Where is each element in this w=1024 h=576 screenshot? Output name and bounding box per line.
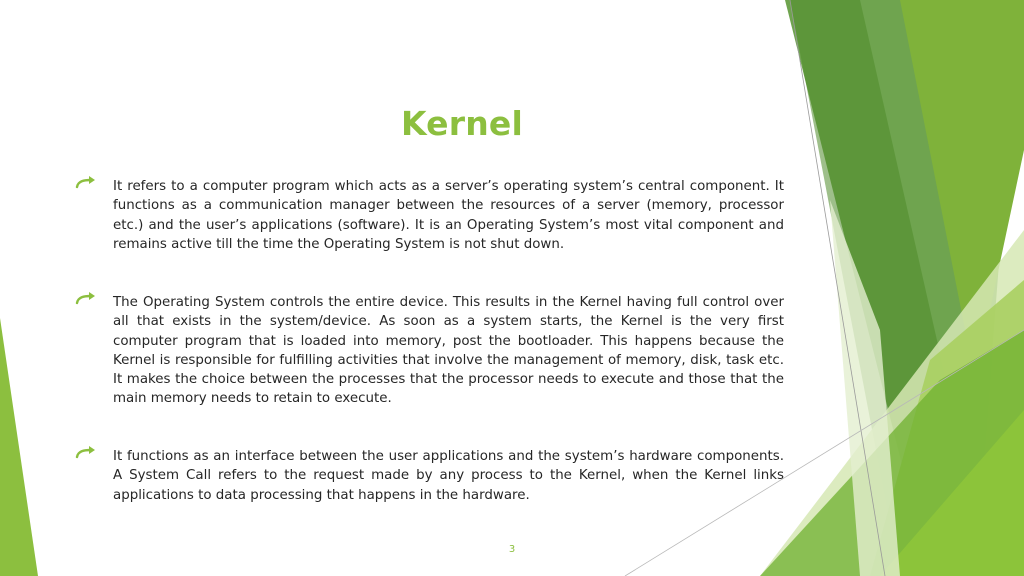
- left-accent-shape: [0, 318, 38, 576]
- bullet-text: The Operating System controls the entire device. This results in the Kernel having full control over all that exists in the system/device. As soon as a system starts, the Kernel is the very first computer program that is loaded into memory, post the bootloader. This happens because the Kernel is responsible for fulfilling activities that involve the management of memory, disk, task etc. It makes the choice between the processes that the processor needs to execute and those that the main memory needs to retain to execute.: [113, 295, 784, 407]
- bullet-text: It functions as an interface between the user applications and the system’s hardware components. A System Call refers to the request made by any process to the Kernel, when the Kernel links applications to data processing that happens in the hardware.: [113, 449, 784, 503]
- curved-arrow-bullet-icon: [74, 175, 96, 189]
- slide-title: Kernel: [400, 104, 524, 143]
- curved-arrow-bullet-icon: [74, 291, 96, 305]
- page-number: 3: [508, 544, 516, 555]
- bullet-text: It refers to a computer program which acts as a server’s operating system’s central component. It functions as a communication manager between the resources of a server (memory, processor etc.) and the user’s applications (software). It is an Operating System’s most vital component and remains active till the time the Operating System is not shut down.: [113, 179, 784, 252]
- curved-arrow-bullet-icon: [74, 445, 96, 459]
